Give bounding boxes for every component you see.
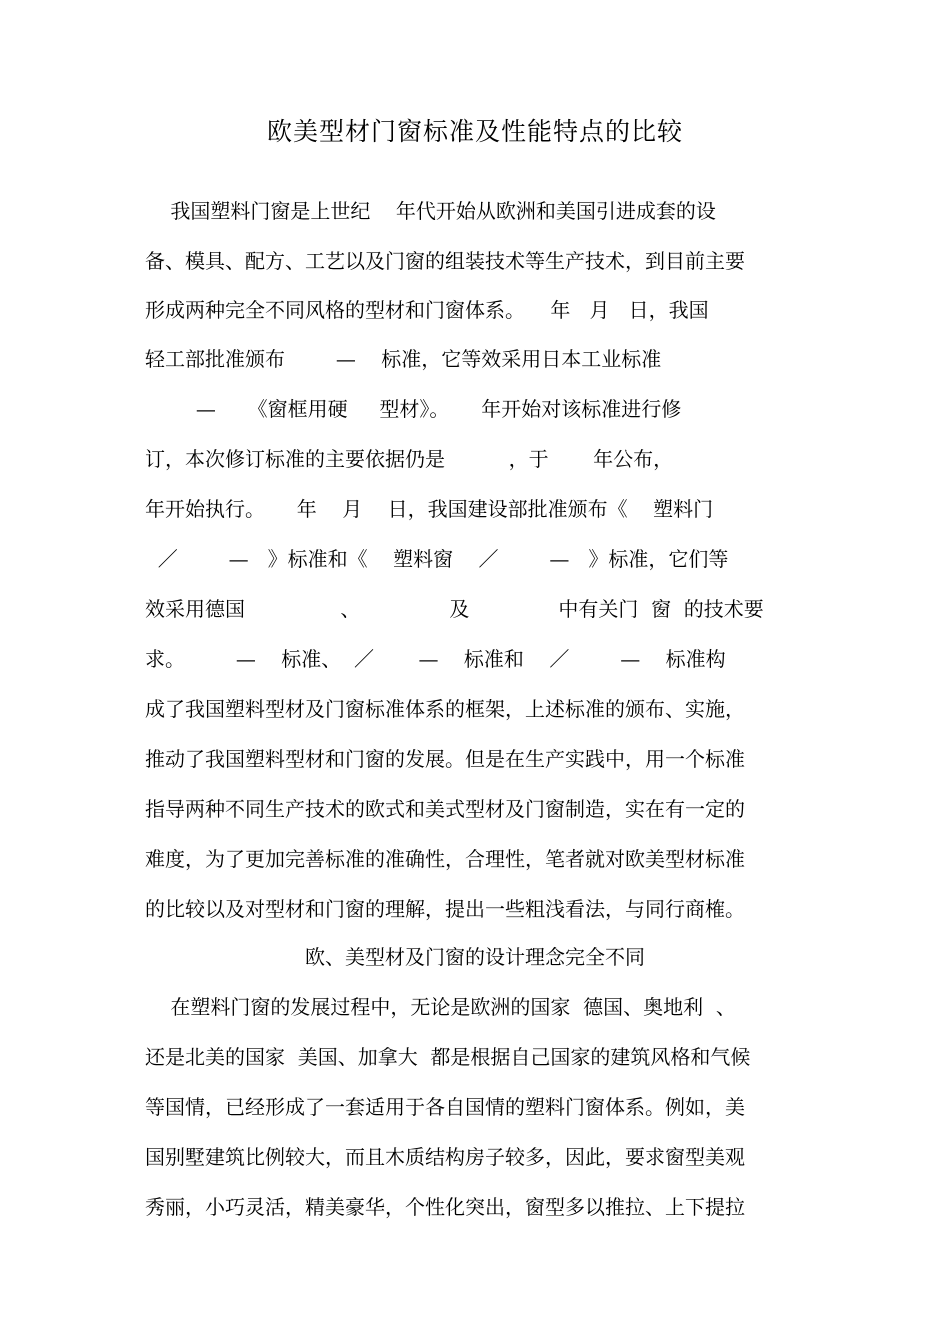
- paragraph-line: 订，本次修订标准的主要依据仍是 ，于 年公布，: [145, 447, 674, 471]
- section-heading: 欧、美型材及门窗的设计理念完全不同: [305, 945, 645, 969]
- paragraph-line: 形成两种完全不同风格的型材和门窗体系。 年 月 日，我国: [145, 298, 709, 322]
- paragraph-line: 我国塑料门窗是上世纪 年代开始从欧洲和美国引进成套的设: [145, 199, 716, 223]
- paragraph-line: 指导两种不同生产技术的欧式和美式型材及门窗制造，实在有一定的: [145, 797, 745, 821]
- paragraph-line: 备、模具、配方、工艺以及门窗的组装技术等生产技术，到目前主要: [145, 249, 745, 273]
- paragraph-line: 年开始执行。 年 月 日，我国建设部批准颁布《 塑料门: [145, 497, 714, 521]
- paragraph-line: 国别墅建筑比例较大，而且木质结构房子较多，因此，要求窗型美观: [145, 1145, 745, 1169]
- paragraph-line: 还是北美的国家 美国、加拿大 都是根据自己国家的建筑风格和气候: [145, 1045, 751, 1069]
- paragraph-line: — 《窗框用硬 型材》。 年开始对该标准进行修: [145, 397, 682, 421]
- paragraph-line: 难度，为了更加完善标准的准确性，合理性，笔者就对欧美型材标准: [145, 847, 745, 871]
- paragraph-line: 在塑料门窗的发展过程中，无论是欧洲的国家 德国、奥地利 、: [145, 995, 736, 1019]
- paragraph-line: 轻工部批准颁布 — 标准，它等效采用日本工业标准: [145, 347, 662, 371]
- paragraph-line: 推动了我国塑料型材和门窗的发展。但是在生产实践中，用一个标准: [145, 747, 745, 771]
- paragraph-line: 成了我国塑料型材及门窗标准体系的框架，上述标准的颁布、实施，: [145, 697, 745, 721]
- paragraph-line: 等国情，已经形成了一套适用于各自国情的塑料门窗体系。例如，美: [145, 1095, 745, 1119]
- paragraph-line: ／ — 》标准和《 塑料窗 ／ — 》标准，它们等: [145, 547, 729, 571]
- paragraph-line: 求。 — 标准、 ／ — 标准和 ／ — 标准构: [145, 647, 726, 671]
- paragraph-line: 效采用德国 、 及 中有关门 窗 的技术要: [145, 597, 764, 621]
- paragraph-line: 的比较以及对型材和门窗的理解，提出一些粗浅看法，与同行商榷。: [145, 897, 745, 921]
- document-title: 欧美型材门窗标准及性能特点的比较: [266, 117, 683, 146]
- paragraph-line: 秀丽，小巧灵活，精美豪华，个性化突出，窗型多以推拉、上下提拉: [145, 1195, 745, 1219]
